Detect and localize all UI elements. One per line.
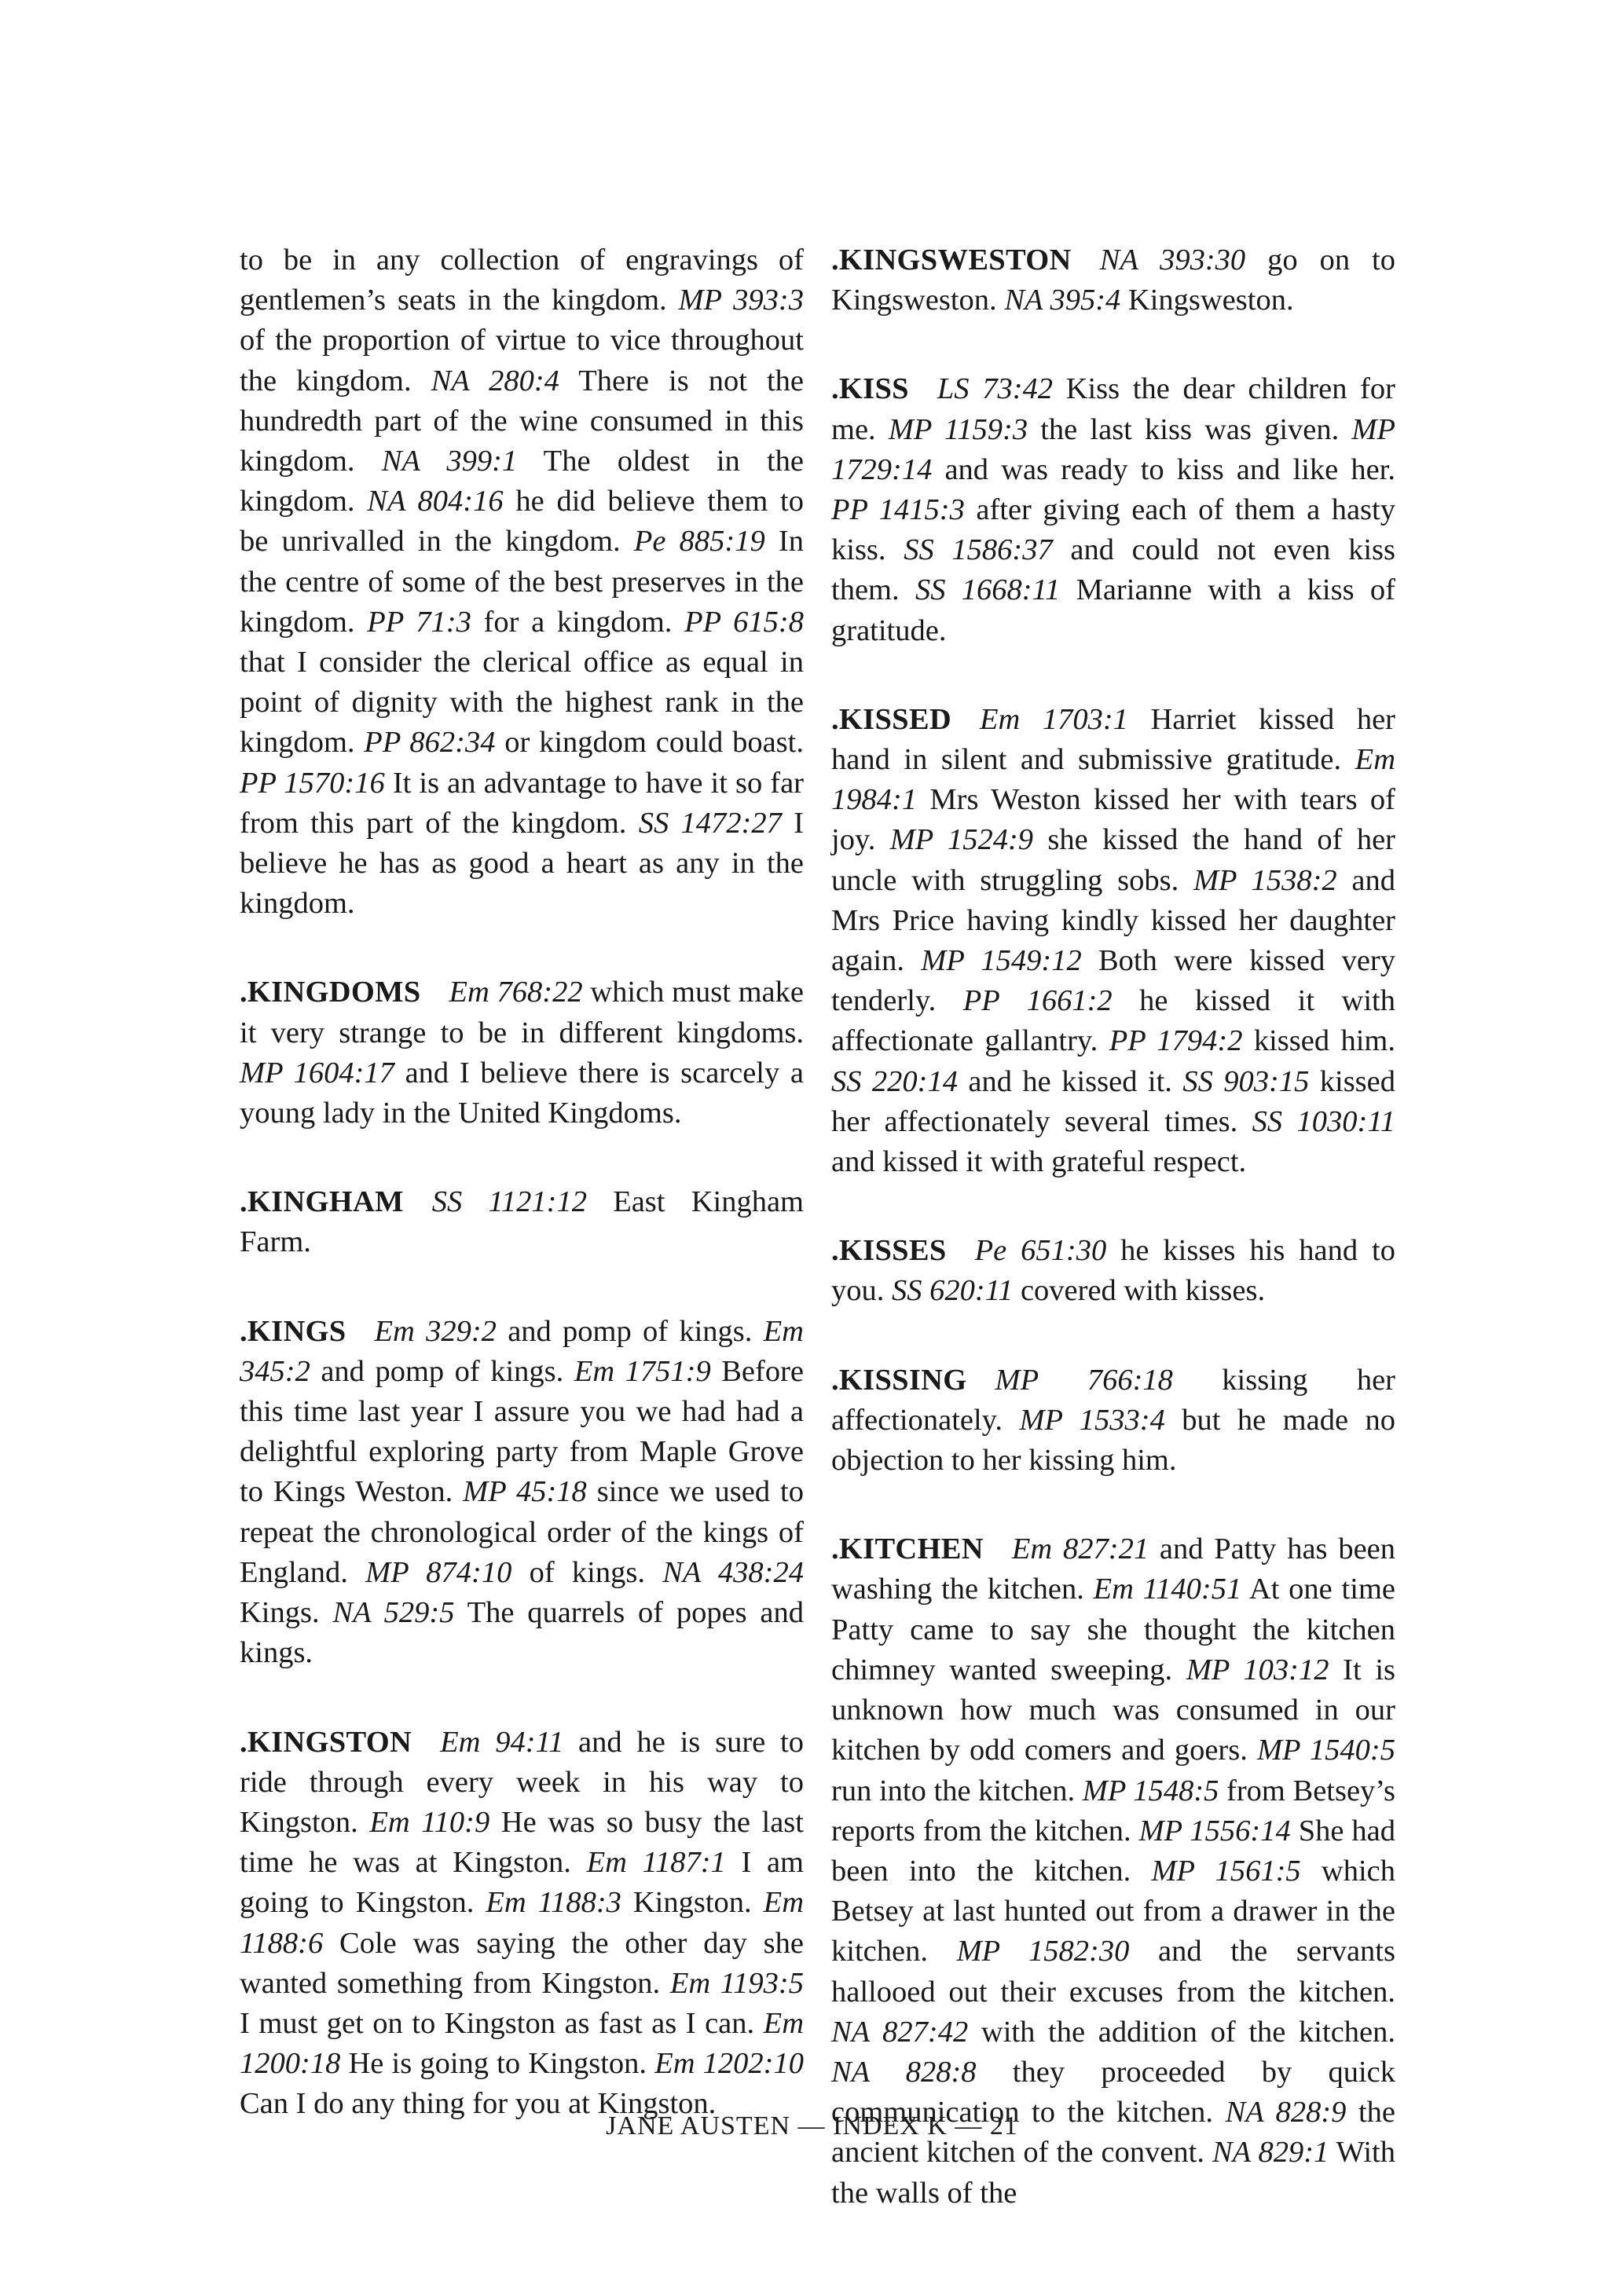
citation-reference: Em 768:22 <box>449 976 583 1009</box>
citation-reference: MP 1538:2 <box>1193 863 1337 897</box>
quotation-text: The oldest in the kingdom. <box>240 445 804 518</box>
quotation-text: The quarrels of popes and kings. <box>240 1596 805 1670</box>
quotation-text: of kings. <box>511 1555 663 1589</box>
citation-reference: Em 1200:18 <box>240 2006 804 2081</box>
entry-headword: .KINGS <box>240 1314 346 1348</box>
citation-reference: Em 345:2 <box>240 1314 804 1388</box>
entry-headword: .KINGDOMS <box>240 976 421 1009</box>
citation-reference: PP 1794:2 <box>1109 1024 1243 1058</box>
quotation-text: they proceeded by quick communication to the kitchen. <box>831 2055 1395 2129</box>
quotation-text: I believe he has as good a heart as any in the kingdom. <box>240 806 804 921</box>
quotation-text: She had been into the kitchen. <box>831 1814 1395 1888</box>
citation-reference: Em 329:2 <box>374 1314 497 1348</box>
citation-reference: NA 393:30 <box>1099 244 1246 276</box>
index-entry <box>240 1182 804 1262</box>
quotation-text: run into the kitchen. <box>831 1774 1083 1807</box>
quotation-text: go on to Kingsweston. <box>831 244 1395 317</box>
citation-reference: NA 804:16 <box>367 485 504 518</box>
quotation-text: since we used to repeat the chronological order of the kings of England. <box>240 1475 804 1589</box>
entry-headword: .KINGSTON <box>240 1725 412 1759</box>
quotation-text: There is not the hundredth part of the wine consumed in this kingdom. <box>240 364 804 478</box>
citation-reference: MP 1540:5 <box>1256 1734 1395 1767</box>
citation-reference: Em 1187:1 <box>586 1846 726 1880</box>
index-entry <box>240 972 804 1133</box>
citation-reference: MP 45:18 <box>463 1475 587 1509</box>
quotation-text: Kiss the dear children for me. <box>831 372 1395 446</box>
quotation-text: and he is sure to ride through every week in his way to Kingston. <box>240 1725 804 1839</box>
quotation-text: and pomp of kings. <box>496 1314 764 1348</box>
quotation-text: I am going to Kingston. <box>240 1846 805 1920</box>
citation-reference: Em 1193:5 <box>669 1966 804 2000</box>
quotation-text: and Mrs Price having kindly kissed her daughter again. <box>831 863 1396 978</box>
citation-reference: PP 71:3 <box>367 605 471 639</box>
citation-reference: MP 1729:14 <box>831 412 1395 486</box>
quotation-text: and the servants hallooed out their excuses from the kitchen. <box>831 1935 1395 2009</box>
citation-reference: NA 395:4 <box>1004 284 1121 317</box>
quotation-text: Mrs Weston kissed her with tears of joy. <box>831 783 1395 857</box>
entry-headword: .KITCHEN <box>831 1532 984 1566</box>
index-entry <box>240 1312 804 1674</box>
citation-reference: SS 1668:11 <box>915 573 1061 607</box>
citation-reference: SS 1121:12 <box>431 1185 587 1219</box>
citation-reference: SS 220:14 <box>831 1064 958 1098</box>
citation-reference: PP 862:34 <box>364 726 496 760</box>
quotation-text: In the centre of some of the best preserves in the kingdom. <box>240 525 804 639</box>
quotation-text: Kingsweston. <box>1120 284 1294 317</box>
quotation-text: He was so busy the last time he was at Kingston. <box>240 1805 804 1880</box>
citation-reference: LS 73:42 <box>937 372 1054 406</box>
quotation-text: he did believe them to be unrivalled in the kingdom. <box>240 485 804 558</box>
citation-reference: Em 1140:51 <box>1093 1573 1242 1606</box>
quotation-text: Both were kissed very tenderly. <box>831 944 1395 1018</box>
quotation-text: kissing her affectionately. <box>831 1363 1395 1437</box>
citation-reference: Pe 651:30 <box>974 1234 1107 1268</box>
quotation-text: for a kingdom. <box>471 605 685 639</box>
quotation-text: to be in any collection of engravings of gentlemen’s seats in the kingdom. <box>240 244 804 317</box>
quotation-text: and could not even kiss them. <box>831 533 1395 607</box>
quotation-text: Marianne with a kiss of gratitude. <box>831 573 1395 647</box>
citation-reference: MP 1582:30 <box>956 1935 1130 1968</box>
citation-reference: SS 620:11 <box>892 1274 1014 1308</box>
citation-reference: Em 1703:1 <box>979 702 1128 736</box>
quotation-text: after giving each of them a hasty kiss. <box>831 493 1395 567</box>
quotation-text: the ancient kitchen of the convent. <box>831 2096 1395 2170</box>
entry-headword: .KISSING <box>831 1363 967 1397</box>
entry-headword: .KISSES <box>831 1234 947 1268</box>
citation-reference: MP 1604:17 <box>240 1056 394 1089</box>
citation-reference: MP 766:18 <box>995 1363 1173 1397</box>
citation-reference: MP 1524:9 <box>889 823 1034 857</box>
entry-headword: .KISS <box>831 372 909 406</box>
quotation-text: which must make it very strange to be in different kingdoms. <box>240 976 804 1049</box>
quotation-text: he kisses his hand to you. <box>831 1234 1395 1308</box>
citation-reference: MP 1549:12 <box>921 944 1082 978</box>
citation-reference: Pe 885:19 <box>633 525 765 558</box>
quotation-text: she kissed the hand of her uncle with struggling sobs. <box>831 823 1395 897</box>
index-entry <box>831 369 1395 650</box>
quotation-text: covered with kisses. <box>1013 1274 1266 1308</box>
citation-reference: SS 903:15 <box>1182 1064 1310 1098</box>
citation-reference: MP 874:10 <box>365 1555 512 1589</box>
quotation-text: kissed her affectionately several times. <box>831 1064 1396 1138</box>
citation-reference: NA 280:4 <box>431 364 559 397</box>
entry-headword: .KINGSWESTON <box>831 244 1072 276</box>
page-footer: JANE AUSTEN — INDEX K — 21 <box>606 2111 1018 2140</box>
index-entry <box>240 240 804 924</box>
citation-reference: NA 828:8 <box>831 2055 977 2089</box>
citation-reference: MP 1159:3 <box>888 412 1028 446</box>
citation-reference: Em 1202:10 <box>654 2047 804 2081</box>
quotation-text: Before this time last year I assure you we had had a delightful exploring party from Maple Grove to Kings Weston. <box>240 1354 804 1509</box>
citation-reference: Em 110:9 <box>369 1805 490 1839</box>
quotation-text: the last kiss was given. <box>1028 412 1352 446</box>
index-entry <box>831 240 1395 320</box>
citation-reference: NA 829:1 <box>1212 2136 1329 2170</box>
quotation-text: It is an advantage to have it so far from this part of the kingdom. <box>240 766 805 840</box>
citation-reference: PP 1661:2 <box>962 984 1113 1018</box>
quotation-text: of the proportion of virtue to vice throughout the kingdom. <box>240 324 804 397</box>
entry-headword: .KISSED <box>831 702 951 736</box>
citation-reference: PP 1415:3 <box>831 493 965 527</box>
quotation-text: Kings. <box>240 1596 333 1630</box>
citation-reference: MP 393:3 <box>678 284 804 317</box>
quotation-text: Cole was saying the other day she wanted something from Kingston. <box>240 1926 804 2000</box>
citation-reference: NA 827:42 <box>831 2015 969 2049</box>
citation-reference: Em 1188:3 <box>486 1886 621 1920</box>
citation-reference: PP 1570:16 <box>240 766 385 800</box>
citation-reference: SS 1030:11 <box>1252 1104 1395 1138</box>
quotation-text: I must get on to Kingston as fast as I can. <box>240 2006 764 2040</box>
citation-reference: SS 1586:37 <box>904 533 1053 567</box>
citation-reference: Em 827:21 <box>1011 1532 1149 1566</box>
quotation-text: or kingdom could boast. <box>495 726 804 760</box>
citation-reference: Em 1188:6 <box>240 1886 804 1960</box>
quotation-text: He is going to Kingston. <box>340 2047 655 2081</box>
citation-reference: MP 1533:4 <box>1019 1403 1165 1437</box>
quotation-text: With the walls of the <box>831 2136 1396 2210</box>
quotation-text: which Betsey at last hunted out from a drawer in the kitchen. <box>831 1854 1395 1968</box>
quotation-text: and was ready to kiss and like her. <box>932 452 1395 486</box>
citation-reference: MP 103:12 <box>1186 1653 1329 1686</box>
quotation-text: Can I do any thing for you at Kingston. <box>240 2087 717 2121</box>
quotation-text: he kissed it with affectionate gallantry. <box>831 984 1395 1058</box>
citation-reference: NA 438:24 <box>662 1555 805 1589</box>
citation-reference: NA 828:9 <box>1225 2096 1347 2129</box>
index-entry <box>831 700 1395 1182</box>
quotation-text: and Patty has been washing the kitchen. <box>831 1532 1395 1606</box>
citation-reference: SS 1472:27 <box>638 806 782 840</box>
quotation-text: East Kingham Farm. <box>240 1185 804 1259</box>
citation-reference: Em 1984:1 <box>831 743 1395 817</box>
quotation-text: At one time Patty came to say she thought the kitchen chimney wanted sweeping. <box>831 1573 1395 1686</box>
quotation-text: and pomp of kings. <box>310 1354 574 1388</box>
quotation-text: and he kissed it. <box>958 1064 1183 1098</box>
quotation-text: Kingston. <box>621 1886 764 1920</box>
index-entry <box>831 1360 1395 1481</box>
citation-reference: MP 1561:5 <box>1151 1854 1301 1888</box>
quotation-text: kissed him. <box>1242 1024 1395 1058</box>
left-column <box>240 240 804 2173</box>
citation-reference: PP 615:8 <box>684 605 804 639</box>
citation-reference: MP 1548:5 <box>1082 1774 1219 1807</box>
quotation-text: with the addition of the kitchen. <box>968 2015 1395 2049</box>
quotation-text: Harriet kissed her hand in silent and submissive gratitude. <box>831 702 1395 777</box>
right-column <box>831 240 1395 2262</box>
quotation-text: that I consider the clerical office as equal in point of dignity with the highest rank in the kingdom. <box>240 646 804 760</box>
index-entry <box>831 1231 1395 1311</box>
quotation-text: and I believe there is scarcely a young lady in the United Kingdoms. <box>240 1056 804 1130</box>
quotation-text: but he made no objection to her kissing him. <box>831 1403 1395 1478</box>
citation-reference: Em 1751:9 <box>574 1354 711 1388</box>
citation-reference: Em 94:11 <box>440 1725 564 1759</box>
citation-reference: NA 399:1 <box>381 445 518 478</box>
citation-reference: MP 1556:14 <box>1138 1814 1291 1847</box>
citation-reference: NA 529:5 <box>332 1596 455 1630</box>
quotation-text: from Betsey’s reports from the kitchen. <box>831 1774 1395 1847</box>
quotation-text: and kissed it with grateful respect. <box>831 1145 1247 1179</box>
entry-headword: .KINGHAM <box>240 1185 404 1219</box>
quotation-text: It is unknown how much was consumed in our kitchen by odd comers and goers. <box>831 1653 1395 1767</box>
index-entry <box>240 1723 804 2125</box>
